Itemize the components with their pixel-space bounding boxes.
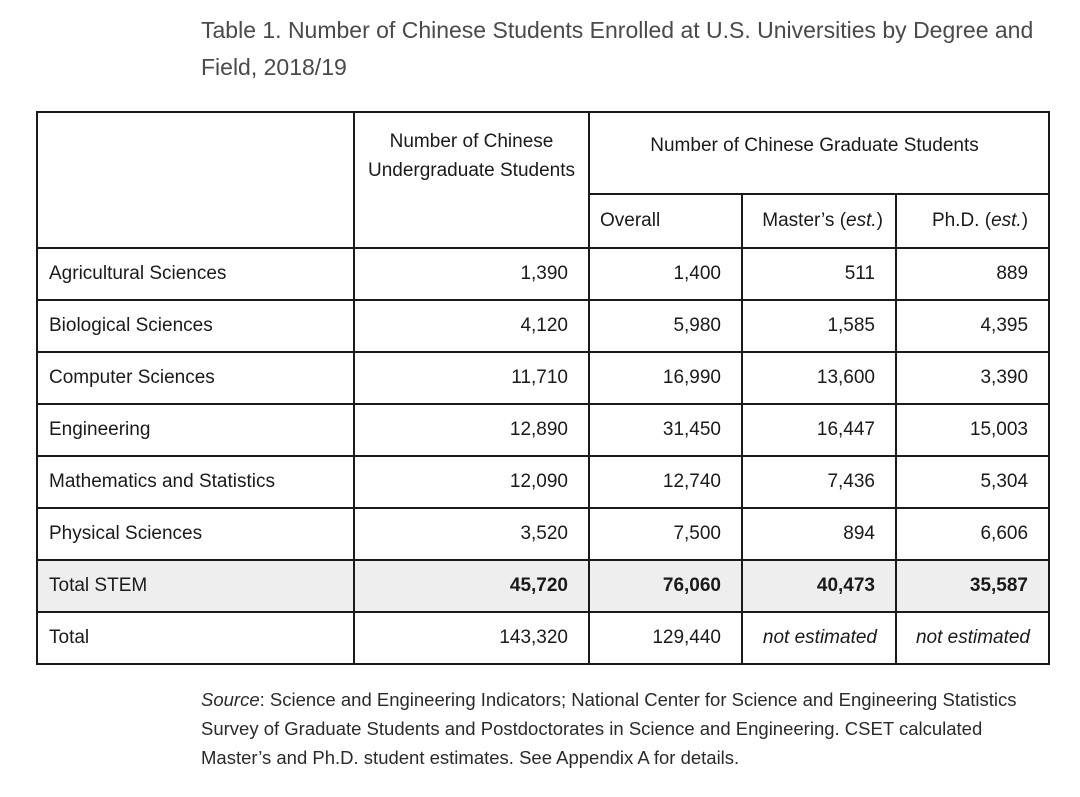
table-row	[37, 300, 1049, 352]
row-undergrad: 3,520	[354, 508, 589, 560]
row-overall: 7,500	[589, 508, 742, 560]
row-undergrad: 11,710	[354, 352, 589, 404]
row-masters: 894	[742, 508, 896, 560]
row-field: Engineering	[37, 404, 354, 456]
header-phd-prefix: Ph.D. (	[931, 210, 992, 231]
row-field: Computer Sciences	[37, 352, 354, 404]
total-stem-undergrad: 45,720	[354, 560, 589, 612]
header-field	[37, 112, 354, 248]
total-stem-field: Total STEM	[37, 560, 354, 612]
row-masters: 1,585	[742, 300, 896, 352]
total-stem-phd: 35,587	[896, 560, 1049, 612]
header-phd	[896, 194, 1049, 248]
total-stem-masters: 40,473	[742, 560, 896, 612]
header-masters-est: est.	[846, 210, 877, 231]
row-masters: 16,447	[742, 404, 896, 456]
total-stem-row	[37, 560, 1049, 612]
row-overall: 12,740	[589, 456, 742, 508]
row-field: Biological Sciences	[37, 300, 354, 352]
header-masters-suffix: )	[876, 210, 883, 231]
row-phd: 6,606	[896, 508, 1049, 560]
header-phd-est: est.	[991, 210, 1022, 231]
row-field: Mathematics and Statistics	[37, 456, 354, 508]
enrollment-table	[36, 111, 1050, 665]
total-field: Total	[37, 612, 354, 664]
row-masters: 13,600	[742, 352, 896, 404]
row-phd: 15,003	[896, 404, 1049, 456]
total-masters: not estimated	[742, 612, 896, 664]
row-field: Agricultural Sciences	[37, 248, 354, 300]
total-stem-overall: 76,060	[589, 560, 742, 612]
table-title: Table 1. Number of Chinese Students Enrolled at U.S. Universities by Degree and Field, 2018/19	[201, 17, 1034, 80]
row-overall: 1,400	[589, 248, 742, 300]
row-masters: 7,436	[742, 456, 896, 508]
row-undergrad: 1,390	[354, 248, 589, 300]
row-phd: 889	[896, 248, 1049, 300]
table-row	[37, 404, 1049, 456]
row-field: Physical Sciences	[37, 508, 354, 560]
row-phd: 5,304	[896, 456, 1049, 508]
row-undergrad: 4,120	[354, 300, 589, 352]
header-phd-suffix: )	[1021, 210, 1029, 231]
source-note	[201, 685, 1041, 772]
row-phd: 4,395	[896, 300, 1049, 352]
table-row	[37, 508, 1049, 560]
row-masters: 511	[742, 248, 896, 300]
row-undergrad: 12,890	[354, 404, 589, 456]
total-phd: not estimated	[896, 612, 1049, 664]
total-overall: 129,440	[589, 612, 742, 664]
source-label: Source	[201, 689, 260, 710]
header-undergrad: Number of Chinese Undergraduate Students	[354, 112, 589, 248]
table-row	[37, 352, 1049, 404]
header-masters-prefix: Master’s (	[762, 210, 847, 231]
total-undergrad: 143,320	[354, 612, 589, 664]
total-row	[37, 612, 1049, 664]
header-row-top	[37, 112, 1049, 194]
source-text: Science and Engineering Indicators; National Center for Science and Engineering Statistics Survey of Graduate Students and Postdoctorates in Science and Engineering. CSET calculated Master’s and Ph.D. student estimates. See Appendix A for details.	[201, 689, 1017, 768]
row-overall: 31,450	[589, 404, 742, 456]
table-row	[37, 456, 1049, 508]
row-undergrad: 12,090	[354, 456, 589, 508]
table-row	[37, 248, 1049, 300]
row-overall: 5,980	[589, 300, 742, 352]
header-overall: Overall	[589, 194, 742, 248]
header-masters	[742, 194, 896, 248]
source-colon: :	[259, 689, 265, 710]
header-graduate-group: Number of Chinese Graduate Students	[589, 112, 1049, 194]
row-overall: 16,990	[589, 352, 742, 404]
row-phd: 3,390	[896, 352, 1049, 404]
